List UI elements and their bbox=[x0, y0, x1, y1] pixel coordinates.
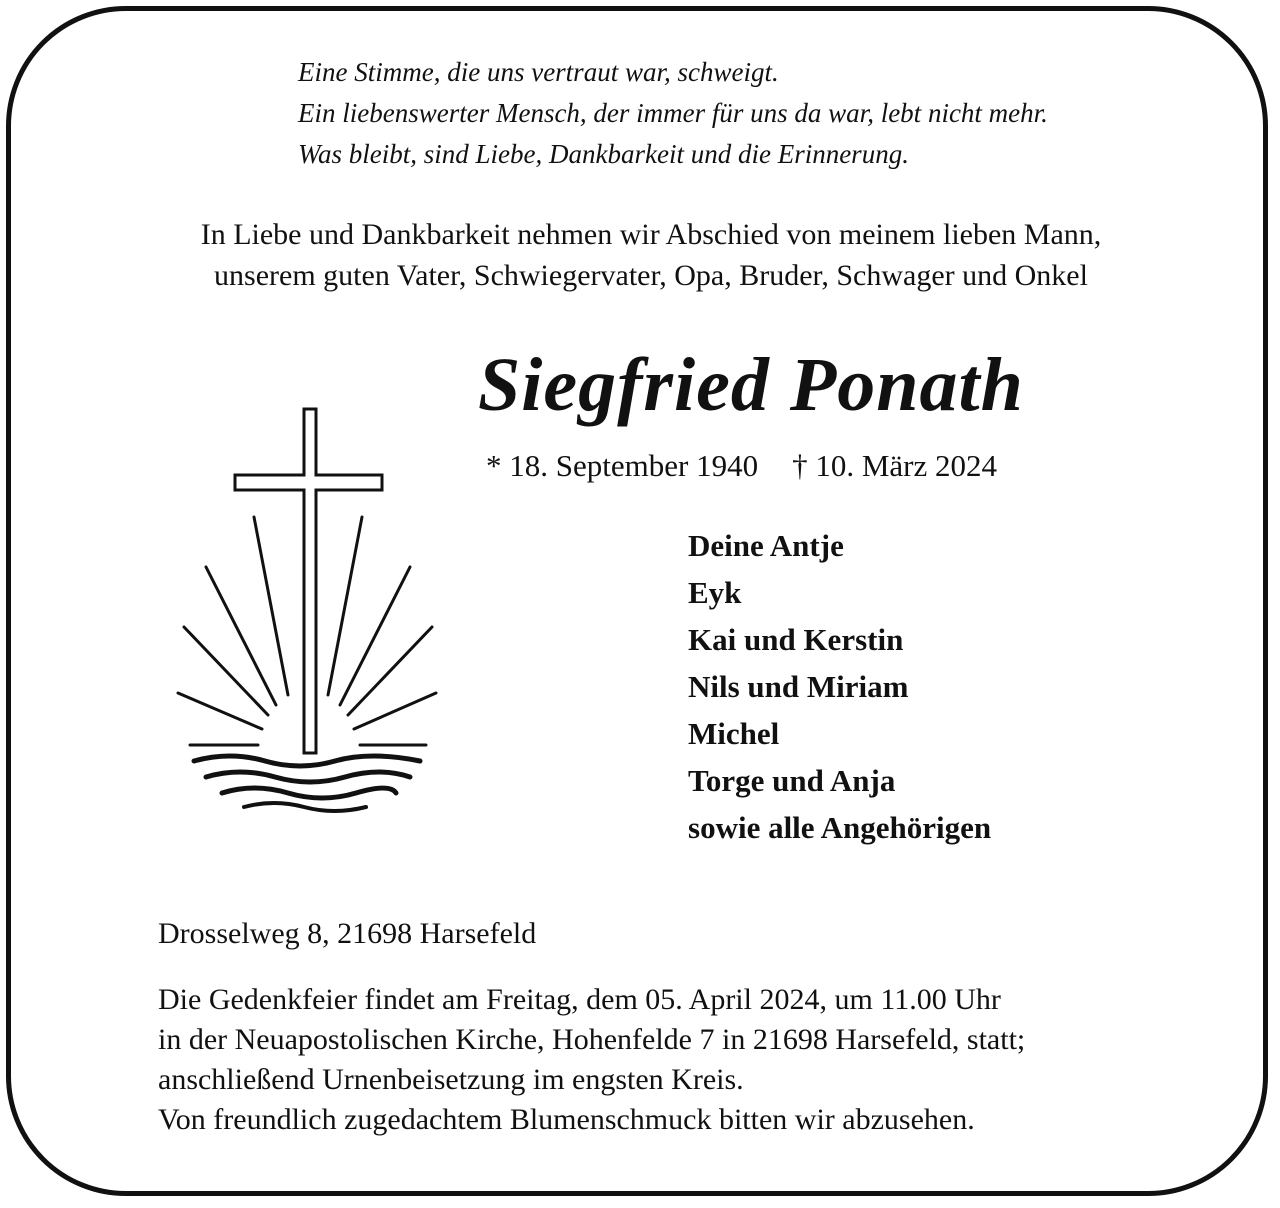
family-member: Nils und Miriam bbox=[688, 669, 909, 704]
intro-line: unserem guten Vater, Schwiegervater, Opa, Bruder, Schwager und Onkel bbox=[214, 259, 1088, 292]
verse-line: Eine Stimme, die uns vertraut war, schweigt. bbox=[298, 57, 779, 87]
deceased-name: Siegfried Ponath bbox=[478, 343, 1024, 427]
cross-sunrise-waves-icon bbox=[170, 395, 450, 825]
memorial-verse bbox=[298, 52, 1258, 175]
family-members bbox=[688, 522, 991, 851]
birth-date: * 18. September 1940 bbox=[486, 448, 759, 483]
notice-line: Die Gedenkfeier findet am Freitag, dem 05. April 2024, um 11.00 Uhr bbox=[158, 983, 1001, 1016]
family-member: Torge und Anja bbox=[688, 763, 896, 798]
family-member: Michel bbox=[688, 716, 780, 751]
verse-line: Ein liebenswerter Mensch, der immer für uns da war, lebt nicht mehr. bbox=[298, 98, 1048, 128]
notice-line: anschließend Urnenbeisetzung im engsten Kreis. bbox=[158, 1063, 744, 1096]
family-member: sowie alle Angehörigen bbox=[688, 810, 992, 845]
notice-line: Von freundlich zugedachtem Blumenschmuck bitten wir abzusehen. bbox=[158, 1103, 975, 1136]
mourning-address: Drosselweg 8, 21698 Harsefeld bbox=[158, 917, 537, 950]
family-member: Deine Antje bbox=[688, 528, 844, 563]
life-dates bbox=[486, 446, 997, 486]
family-member: Kai und Kerstin bbox=[688, 622, 904, 657]
verse-line: Was bleibt, sind Liebe, Dankbarkeit und die Erinnerung. bbox=[298, 139, 909, 169]
memorial-notice bbox=[158, 980, 1238, 1140]
notice-line: in der Neuapostolischen Kirche, Hohenfelde 7 in 21698 Harsefeld, statt; bbox=[158, 1023, 1026, 1056]
intro-line: In Liebe und Dankbarkeit nehmen wir Abschied von meinem lieben Mann, bbox=[200, 218, 1102, 251]
farewell-intro bbox=[40, 214, 1262, 296]
family-member: Eyk bbox=[688, 575, 742, 610]
death-date: † 10. März 2024 bbox=[792, 448, 997, 483]
